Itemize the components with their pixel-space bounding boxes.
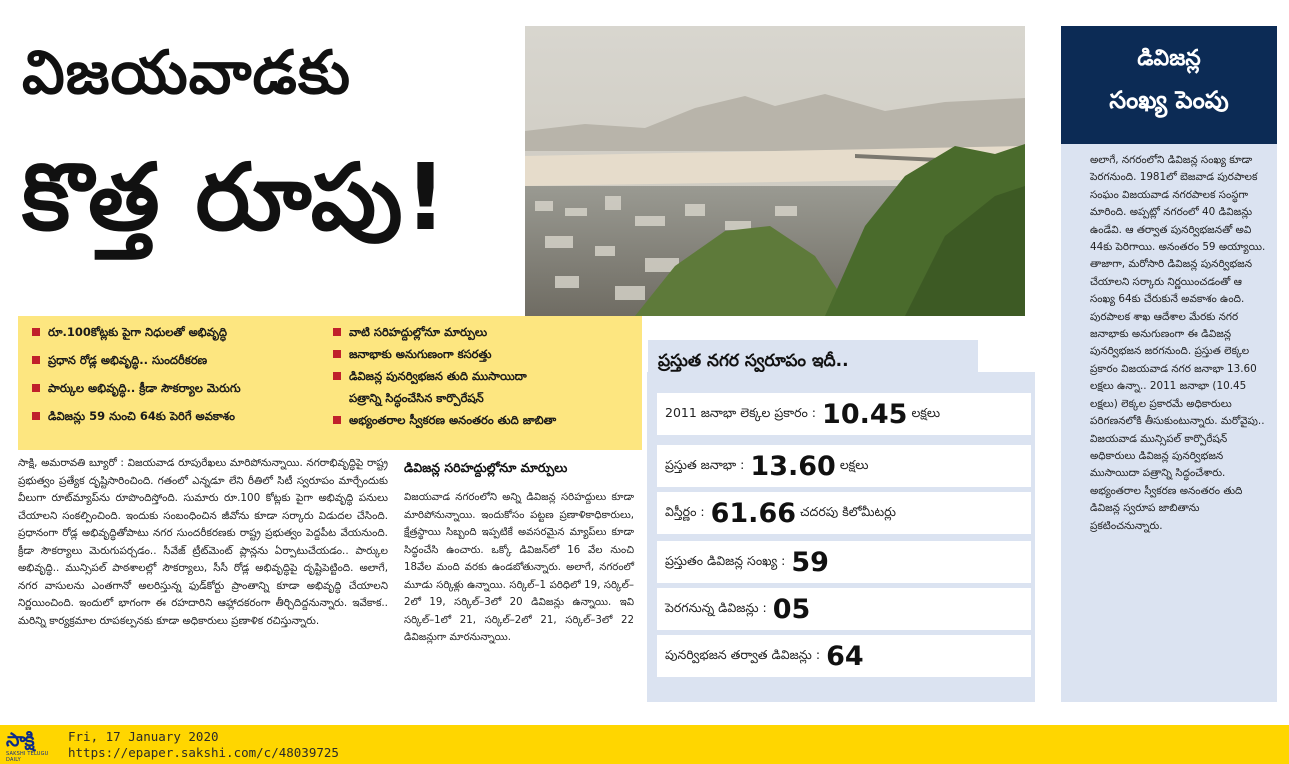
stat-value: 61.66 xyxy=(710,497,797,529)
stat-value: 13.60 xyxy=(750,450,836,482)
highlight-text: అభ్యంతరాల స్వీకరణ అనంతరం తుది జాబితా xyxy=(349,413,557,427)
stat-label: ప్రస్తుత జనాభా : xyxy=(665,456,745,472)
photo-illustration xyxy=(525,26,1025,316)
highlight-text: డివిజన్ల పునర్విభజన తుది ముసాయిదా xyxy=(349,369,527,383)
highlight-item xyxy=(32,408,327,424)
highlight-text: వాటి సరిహద్దుల్లోనూ మార్పులు xyxy=(349,325,488,339)
highlight-item xyxy=(333,324,638,340)
headline-line-2: కొత్త రూపు! xyxy=(22,144,449,251)
stat-unit: లక్షలు xyxy=(911,404,941,420)
highlight-item-continued xyxy=(333,390,638,406)
bullet-square-icon xyxy=(32,412,40,420)
footer-date: Fri, 17 January 2020 xyxy=(68,729,219,744)
highlight-text: జనాభాకు అనుగుణంగా కసరత్తు xyxy=(349,347,492,361)
bullet-square-icon xyxy=(333,416,341,424)
highlight-text: రూ.100కోట్లకు పైగా నిధులతో అభివృద్ధి xyxy=(48,325,228,339)
article-column-1: సాక్షి, అమరావతి బ్యూరో : విజయవాడ రూపురేఖలు మారిపోనున్నాయి. నగరాభివృద్ధిపై రాష్ట్ర ప్రభుత్వం ప్రత్యేక దృష్టిసారించింది. గతంలో ఎన్నడూ లేని రీతిలో సిటీ స్వరూపం మార్చేందుకు వీలుగా రూట్‌మ్యాప్‌ను రూపొందిస్తోంది. సుమారు రూ.100 కోట్లకు పైగా అభివృద్ధి పనులు చేయాలని సంకల్పించింది. ఇందుకు సంబంధించిన జీవోను కూడా సర్కారు విడుదల చేసింది. ప్రధానంగా రోడ్ల అభివృద్ధితోపాటు నగర సుందరీకరణకు రాష్ట్ర ప్రభుత్వం పెద్దపీట వేయనుంది. క్రీడా సౌకర్యాలు మెరుగుపర్చడం.. సీవేజ్ ట్రీట్‌మెంట్ ప్లాన్లను ఏర్పాటుచేయడం.. పార్కుల అభివృద్ధి.. మున్సిపల్ పాఠశాలల్లో సౌకర్యాలు, సీసీ రోడ్ల అభివృద్ధిపై దృష్టిపెట్టింది. అలాగే, నగర వాసులను ఎంతగానో అలరిస్తున్న ఫుడ్‌కోర్టు ప్రాంతాన్ని కూడా అభివృద్ధి చేయాలని నిర్ణయించింది. ఇందులో భాగంగా ఈ రహదారిని ఆహ్లాదకరంగా తీర్చిదిద్దనున్నారు. ఇవేకాక.. మరిన్ని కార్యక్రమాల రూపకల్పనకు కూడా అధికారులు ప్రణాళిక రచిస్తున్నారు. xyxy=(18,457,388,627)
stat-unit: లక్షలు xyxy=(839,456,869,472)
highlight-text: డివిజన్లు 59 నుంచి 64కు పెరిగే అవకాశం xyxy=(48,409,235,423)
highlight-item xyxy=(32,352,327,368)
sidebar-header xyxy=(1061,26,1277,144)
highlights-left-column xyxy=(32,324,327,436)
stat-row-additional-divisions xyxy=(657,588,1031,630)
sidebar-title-line-2: సంఖ్య పెంపు xyxy=(1109,86,1229,114)
stat-label: 2011 జనాభా లెక్కల ప్రకారం : xyxy=(665,404,817,420)
stat-label: పునర్విభజన తర్వాత డివిజన్లు : xyxy=(665,646,821,662)
stat-row-total-divisions xyxy=(657,635,1031,677)
highlight-text: పత్రాన్ని సిద్ధంచేసిన కార్పొరేషన్ xyxy=(349,391,484,405)
city-panorama-photo xyxy=(525,26,1025,316)
stat-row-area xyxy=(657,492,1031,534)
stat-value: 59 xyxy=(791,546,829,578)
highlight-item xyxy=(32,324,327,340)
highlight-text: పార్కుల అభివృద్ధి.. క్రీడా సౌకర్యాల మెరుగు xyxy=(48,381,241,395)
sidebar-title-line-1: డివిజన్ల xyxy=(1137,46,1201,71)
highlight-text: ప్రధాన రోడ్ల అభివృద్ధి.. సుందరీకరణ xyxy=(48,353,208,367)
stats-title: ప్రస్తుత నగర స్వరూపం ఇదీ.. xyxy=(648,340,978,382)
stat-label: ప్రస్తుతం డివిజన్ల సంఖ్య : xyxy=(665,552,786,568)
stat-value: 64 xyxy=(826,640,864,672)
bullet-square-icon xyxy=(32,356,40,364)
column-2-subheading: డివిజన్ల సరిహద్దుల్లోనూ మార్పులు xyxy=(404,460,568,475)
stat-label: విస్తీర్ణం : xyxy=(665,503,705,519)
headline xyxy=(22,28,522,262)
article-column-2 xyxy=(404,455,634,647)
bullet-square-icon xyxy=(32,384,40,392)
stat-row-2011-population xyxy=(657,393,1031,435)
bullet-square-icon xyxy=(333,350,341,358)
bullet-square-icon xyxy=(32,328,40,336)
bullet-square-icon xyxy=(333,328,341,336)
highlights-right-column xyxy=(333,324,638,434)
bullet-square-icon xyxy=(333,372,341,380)
stat-label: పెరగనున్న డివిజన్లు : xyxy=(665,599,767,615)
stat-value: 05 xyxy=(772,593,811,625)
highlights-box xyxy=(18,316,642,450)
footer-url-link[interactable]: https://epaper.sakshi.com/c/48039725 xyxy=(68,745,339,760)
sidebar-text: అలాగే, నగరంలోని డివిజన్ల సంఖ్య కూడా పెరగనుంది. 1981లో బెజవాడ పురపాలక సంఘం విజయవాడ నగరపాలక సంస్థగా మారింది. అప్పట్లో నగరంలో 40 డివిజన్లు ఉండేవి. ఆ తర్వాత పునర్విభజనతో అవి 44కు పెరిగాయి. అనంతరం 59 అయ్యాయి. తాజాగా, మరోసారి డివిజన్ల పునర్విభజన చేయాలని సర్కారు నిర్ణయించడంతో ఆ సంఖ్య 64కు చేరుకునే అవకాశం ఉంది. పురపాలక శాఖ ఆదేశాల మేరకు నగర జనాభాకు అనుగుణంగా ఈ డివిజన్ల పునర్విభజన జరగనుంది. ప్రస్తుత లెక్కల ప్రకారం విజయవాడ నగర జనాభా 13.60 లక్షలు ఉన్నా.. 2011 జనాభా (10.45 లక్షలు) లెక్కల ప్రకారమే అధికారులు పరిగణనలోకి తీసుకుంటున్నారు. మరోవైపు.. విజయవాడ మున్సిపల్ కార్పొరేషన్ అధికారులు డివిజన్ల పునర్విభజన ముసాయిదా పత్రాన్ని సిద్ధంచేశారు. అభ్యంతరాల స్వీకరణ అనంతరం తుది డివిజన్ల స్వరూప జాబితాను ప్రకటించనున్నారు. xyxy=(1090,154,1266,532)
headline-line-1: విజయవాడకు xyxy=(22,38,352,108)
logo-subtitle: SAKSHI TELUGU DAILY xyxy=(6,751,49,763)
logo-mark: సాక్షి xyxy=(6,729,34,751)
highlight-item xyxy=(333,412,638,428)
highlight-item xyxy=(32,380,327,396)
stat-unit: చదరపు కిలోమీటర్లు xyxy=(800,503,896,519)
highlight-item xyxy=(333,346,638,362)
stat-row-current-population xyxy=(657,445,1031,487)
stat-row-current-divisions xyxy=(657,541,1031,583)
footer-bar xyxy=(0,725,1289,764)
stat-value: 10.45 xyxy=(822,398,908,430)
sakshi-logo[interactable] xyxy=(6,729,62,761)
highlight-item xyxy=(333,368,638,384)
column-2-text: విజయవాడ నగరంలోని అన్ని డివిజన్ల సరిహద్దులు కూడా మారిపోనున్నాయి. ఇందుకోసం పట్టణ ప్రణాళికాధికారులు, క్షేత్రస్థాయి సిబ్బంది ఇప్పటికే అవసరమైన మ్యాప్‌లు కూడా సిద్ధంచేసి ఉంచారు. ఒక్కో డివిజన్‌లో 16 వేల నుంచి 18వేల మంది వరకు ఉండబోతున్నారు. అలాగే, నగరంలో మూడు సర్కిళ్లు ఉన్నాయి. సర్కిల్–1 పరిధిలో 19, సర్కిల్–2లో 19, సర్కిల్–3లో 20 డివిజన్లు ఉన్నాయి. ఇవి సర్కిల్–1లో 21, సర్కిల్–2లో 21, సర్కిల్–3లో 22 డివిజన్లుగా మారనున్నాయి. xyxy=(404,492,634,643)
